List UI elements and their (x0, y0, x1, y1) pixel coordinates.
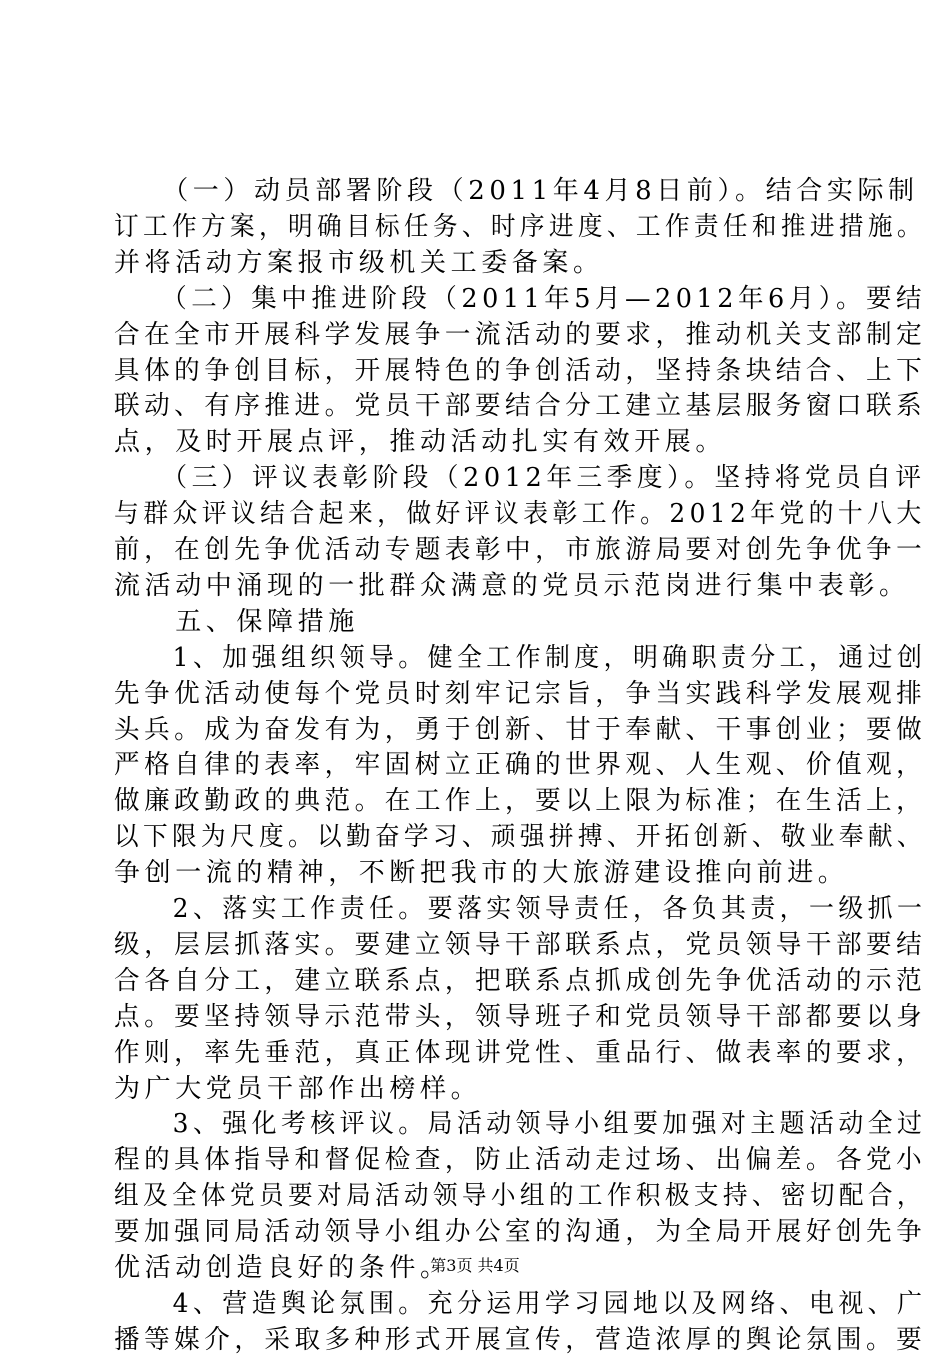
text-line: 点。要坚持领导示范带头，领导班子和党员领导干部都要以身 (114, 1001, 927, 1032)
text-line: 五、保障措施 (114, 606, 359, 637)
text-line: 以下限为尺度。以勤奋学习、顽强拼搏、开拓创新、敬业奉献、 (114, 822, 926, 853)
text-line: 联动、有序推进。党员干部要结合分工建立基层服务窗口联系 (114, 391, 927, 422)
text-line: 争创一流的精神，不断把我市的大旅游建设推向前进。 (114, 858, 849, 889)
page-footer: 第3页 共4页 (430, 1256, 520, 1275)
text-line: 播等媒介，采取多种形式开展宣传，营造浓厚的舆论氛围。要 (114, 1324, 927, 1355)
text-line: 并将活动方案报市级机关工委备案。 (114, 247, 604, 278)
text-line: 程的具体指导和督促检查，防止活动走过场、出偏差。各党小 (114, 1145, 927, 1176)
text-line: 级，层层抓落实。要建立领导干部联系点，党员领导干部要结 (114, 929, 927, 960)
text-line: （三）评议表彰阶段（2012年三季度）。坚持将党员自评 (114, 463, 926, 494)
text-line: 订工作方案，明确目标任务、时序进度、工作责任和推进措施。 (114, 211, 926, 242)
text-line: 作则，率先垂范，真正体现讲党性、重品行、做表率的要求， (114, 1037, 927, 1068)
text-line: 为广大党员干部作出榜样。 (114, 1073, 482, 1104)
text-line: 要加强同局活动领导小组办公室的沟通，为全局开展好创先争 (114, 1217, 927, 1248)
text-line: 前，在创先争优活动专题表彰中，市旅游局要对创先争优争一 (114, 535, 927, 565)
text-line: （一）动员部署阶段（2011年4月8日前）。结合实际制 (114, 176, 919, 206)
text-line: （二）集中推进阶段（2011年5月—2012年6月）。要结 (114, 283, 927, 314)
text-line: 合在全市开展科学发展争一流活动的要求，推动机关支部制定 (114, 319, 927, 350)
text-line: 与群众评议结合起来，做好评议表彰工作。2012年党的十八大 (114, 499, 926, 530)
text-line: 具体的争创目标，开展特色的争创活动，坚持条块结合、上下 (114, 355, 927, 386)
text-line: 点，及时开展点评，推动活动扎实有效开展。 (114, 427, 727, 458)
text-line: 2、落实工作责任。要落实领导责任，各负其责，一级抓一 (114, 894, 927, 924)
text-line: 优活动创造良好的条件。 (114, 1253, 451, 1283)
text-line: 头兵。成为奋发有为，勇于创新、甘于奉献、干事创业；要做 (114, 714, 927, 745)
text-line: 严格自律的表率，牢固树立正确的世界观、人生观、价值观， (114, 750, 927, 781)
text-line: 合各自分工，建立联系点，把联系点抓成创先争优活动的示范 (114, 965, 927, 996)
text-line: 做廉政勤政的典范。在工作上，要以上限为标准；在生活上， (114, 786, 927, 817)
text-line: 4、营造舆论氛围。充分运用学习园地以及网络、电视、广 (114, 1288, 927, 1319)
text-line: 先争优活动使每个党员时刻牢记宗旨，争当实践科学发展观排 (114, 678, 927, 709)
text-line: 3、强化考核评议。局活动领导小组要加强对主题活动全过 (114, 1109, 927, 1140)
text-line: 组及全体党员要对局活动领导小组的工作积极支持、密切配合， (114, 1181, 926, 1212)
text-line: 1、加强组织领导。健全工作制度，明确职责分工，通过创 (114, 642, 927, 673)
text-line: 流活动中涌现的一批群众满意的党员示范岗进行集中表彰。 (114, 570, 910, 601)
